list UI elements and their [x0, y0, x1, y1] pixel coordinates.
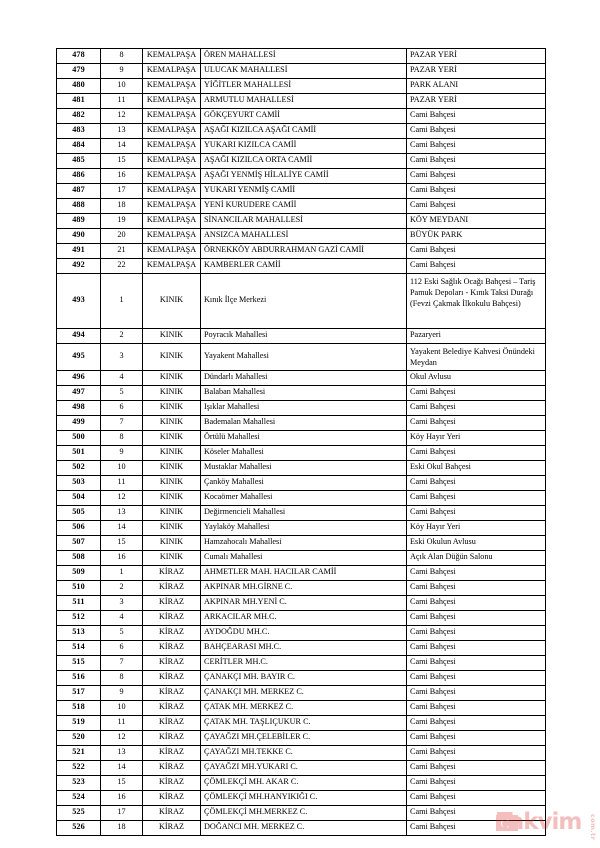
cell-location: Cami Bahçesi: [407, 730, 546, 745]
cell-sequence-number: 516: [57, 670, 101, 685]
table-row: [57, 78, 546, 93]
cell-district: KEMALPAŞA: [143, 63, 201, 78]
cell-district: KİRAZ: [143, 655, 201, 670]
cell-item-number: 3: [101, 343, 143, 370]
cell-place-name: Yayakent Mahallesi: [201, 343, 407, 370]
cell-district: KİRAZ: [143, 790, 201, 805]
table-row: [57, 790, 546, 805]
table-row: [57, 386, 546, 401]
cell-place-name: Kınık İlçe Merkezi: [201, 273, 407, 328]
table-row: [57, 183, 546, 198]
cell-district: KİRAZ: [143, 610, 201, 625]
cell-location: Cami Bahçesi: [407, 386, 546, 401]
cell-place-name: Cumalı Mahallesi: [201, 550, 407, 565]
table-row: [57, 625, 546, 640]
cell-item-number: 7: [101, 416, 143, 431]
cell-location: Cami Bahçesi: [407, 198, 546, 213]
cell-location: Yayakent Belediye Kahvesi Önündeki Meydan: [407, 343, 546, 370]
cell-place-name: Kocaömer Mahallesi: [201, 490, 407, 505]
cell-sequence-number: 500: [57, 431, 101, 446]
cell-item-number: 17: [101, 805, 143, 820]
cell-sequence-number: 520: [57, 730, 101, 745]
cell-place-name: ÇANAKÇI MH. BAYIR C.: [201, 670, 407, 685]
cell-district: KİRAZ: [143, 640, 201, 655]
cell-sequence-number: 484: [57, 138, 101, 153]
cell-district: KINIK: [143, 386, 201, 401]
cell-item-number: 2: [101, 580, 143, 595]
watermark-tld: com.tr: [589, 814, 597, 841]
table-row: [57, 228, 546, 243]
cell-district: KEMALPAŞA: [143, 168, 201, 183]
cell-location: Cami Bahçesi: [407, 685, 546, 700]
cell-district: KINIK: [143, 273, 201, 328]
table-row: [57, 371, 546, 386]
table-row: [57, 93, 546, 108]
cell-sequence-number: 515: [57, 655, 101, 670]
cell-location: PAZAR YERİ: [407, 49, 546, 64]
cell-location: Cami Bahçesi: [407, 745, 546, 760]
table-row: [57, 258, 546, 273]
cell-sequence-number: 514: [57, 640, 101, 655]
cell-item-number: 8: [101, 431, 143, 446]
table-row: [57, 198, 546, 213]
cell-location: Cami Bahçesi: [407, 505, 546, 520]
cell-location: Cami Bahçesi: [407, 715, 546, 730]
cell-item-number: 10: [101, 78, 143, 93]
cell-place-name: Poyracık Mahallesi: [201, 328, 407, 343]
cell-sequence-number: 494: [57, 328, 101, 343]
cell-item-number: 18: [101, 820, 143, 835]
cell-district: KEMALPAŞA: [143, 228, 201, 243]
table-row: [57, 431, 546, 446]
cell-place-name: AKPINAR MH.YENİ C.: [201, 595, 407, 610]
cell-district: KİRAZ: [143, 595, 201, 610]
cell-district: KINIK: [143, 416, 201, 431]
cell-place-name: Mustaklar Mahallesi: [201, 460, 407, 475]
table-row: [57, 273, 546, 328]
cell-district: KEMALPAŞA: [143, 108, 201, 123]
cell-sequence-number: 509: [57, 565, 101, 580]
cell-sequence-number: 503: [57, 475, 101, 490]
cell-item-number: 13: [101, 123, 143, 138]
table-row: [57, 550, 546, 565]
cell-sequence-number: 505: [57, 505, 101, 520]
cell-district: KEMALPAŞA: [143, 258, 201, 273]
table-row: [57, 505, 546, 520]
cell-location: Eski Okulun Avlusu: [407, 535, 546, 550]
cell-district: KINIK: [143, 328, 201, 343]
cell-sequence-number: 526: [57, 820, 101, 835]
cell-district: KINIK: [143, 431, 201, 446]
cell-place-name: Dündarlı Mahallesi: [201, 371, 407, 386]
cell-item-number: 1: [101, 273, 143, 328]
cell-sequence-number: 487: [57, 183, 101, 198]
cell-sequence-number: 498: [57, 401, 101, 416]
cell-item-number: 2: [101, 328, 143, 343]
cell-sequence-number: 522: [57, 760, 101, 775]
cell-sequence-number: 489: [57, 213, 101, 228]
table-row: [57, 520, 546, 535]
cell-item-number: 16: [101, 550, 143, 565]
cell-place-name: ANSIZCA MAHALLESİ: [201, 228, 407, 243]
cell-sequence-number: 493: [57, 273, 101, 328]
cell-place-name: ÖRNEKKÖY ABDURRAHMAN GAZİ CAMİİ: [201, 243, 407, 258]
cell-item-number: 14: [101, 138, 143, 153]
cell-location: Cami Bahçesi: [407, 565, 546, 580]
cell-sequence-number: 504: [57, 490, 101, 505]
cell-district: KEMALPAŞA: [143, 78, 201, 93]
cell-place-name: ARKACILAR MH.C.: [201, 610, 407, 625]
watermark-brand: Takvim: [497, 809, 582, 835]
cell-place-name: ÇATAK MH. TAŞLIÇUKUR C.: [201, 715, 407, 730]
cell-place-name: Bademalan Mahallesi: [201, 416, 407, 431]
cell-district: KINIK: [143, 445, 201, 460]
cell-sequence-number: 486: [57, 168, 101, 183]
cell-district: KEMALPAŞA: [143, 138, 201, 153]
table-row: [57, 640, 546, 655]
table-row: [57, 730, 546, 745]
table-row: [57, 243, 546, 258]
cell-place-name: GÖKÇEYURT CAMİİ: [201, 108, 407, 123]
cell-district: KINIK: [143, 505, 201, 520]
table-row: [57, 565, 546, 580]
cell-district: KEMALPAŞA: [143, 183, 201, 198]
cell-sequence-number: 501: [57, 445, 101, 460]
cell-sequence-number: 513: [57, 625, 101, 640]
table-row: [57, 138, 546, 153]
cell-district: KİRAZ: [143, 700, 201, 715]
cell-location: 112 Eski Sağlık Ocağı Bahçesi – Tariş Pamuk Depoları - Kınık Taksi Durağı (Fevzi Çakmak İlkokulu Bahçesi): [407, 273, 546, 328]
cell-location: Cami Bahçesi: [407, 475, 546, 490]
cell-place-name: AŞAĞI KIZILCA AŞAĞI CAMİİ: [201, 123, 407, 138]
cell-sequence-number: 481: [57, 93, 101, 108]
cell-sequence-number: 491: [57, 243, 101, 258]
cell-location: Pazaryeri: [407, 328, 546, 343]
cell-district: KEMALPAŞA: [143, 213, 201, 228]
table-row: [57, 445, 546, 460]
table-row: [57, 213, 546, 228]
table-row: [57, 328, 546, 343]
cell-item-number: 10: [101, 700, 143, 715]
cell-place-name: Balaban Mahallesi: [201, 386, 407, 401]
cell-district: KİRAZ: [143, 805, 201, 820]
cell-location: Cami Bahçesi: [407, 168, 546, 183]
cell-item-number: 6: [101, 401, 143, 416]
cell-sequence-number: 502: [57, 460, 101, 475]
cell-sequence-number: 521: [57, 745, 101, 760]
cell-place-name: Işıklar Mahallesi: [201, 401, 407, 416]
cell-place-name: ÇAYAĞZI MH.ÇELEBİLER C.: [201, 730, 407, 745]
cell-location: Cami Bahçesi: [407, 700, 546, 715]
cell-item-number: 18: [101, 198, 143, 213]
cell-sequence-number: 482: [57, 108, 101, 123]
cell-place-name: Yaylaköy Mahallesi: [201, 520, 407, 535]
cell-place-name: YİĞİTLER MAHALLESİ: [201, 78, 407, 93]
cell-location: Cami Bahçesi: [407, 625, 546, 640]
cell-location: PAZAR YERİ: [407, 63, 546, 78]
table-row: [57, 580, 546, 595]
cell-district: KİRAZ: [143, 745, 201, 760]
cell-location: Cami Bahçesi: [407, 108, 546, 123]
cell-sequence-number: 485: [57, 153, 101, 168]
cell-location: Cami Bahçesi: [407, 655, 546, 670]
cell-district: KİRAZ: [143, 625, 201, 640]
cell-item-number: 6: [101, 640, 143, 655]
cell-place-name: Çanköy Mahallesi: [201, 475, 407, 490]
cell-sequence-number: 496: [57, 371, 101, 386]
cell-location: Cami Bahçesi: [407, 610, 546, 625]
cell-item-number: 11: [101, 715, 143, 730]
cell-sequence-number: 495: [57, 343, 101, 370]
table-row: [57, 760, 546, 775]
cell-district: KINIK: [143, 490, 201, 505]
cell-location: Cami Bahçesi: [407, 805, 546, 820]
cell-item-number: 5: [101, 386, 143, 401]
cell-district: KINIK: [143, 475, 201, 490]
cell-place-name: AKPINAR MH.GİRNE C.: [201, 580, 407, 595]
cell-location: KÖY MEYDANI: [407, 213, 546, 228]
cell-item-number: 8: [101, 49, 143, 64]
cell-sequence-number: 523: [57, 775, 101, 790]
table-row: [57, 63, 546, 78]
cell-sequence-number: 490: [57, 228, 101, 243]
cell-item-number: 7: [101, 655, 143, 670]
table-row: [57, 168, 546, 183]
cell-place-name: Değirmencieli Mahallesi: [201, 505, 407, 520]
cell-item-number: 16: [101, 790, 143, 805]
cell-place-name: AYDOĞDU MH.C.: [201, 625, 407, 640]
table-row: [57, 49, 546, 64]
cell-sequence-number: 519: [57, 715, 101, 730]
cell-location: Eski Okul Bahçesi: [407, 460, 546, 475]
table-row: [57, 123, 546, 138]
cell-item-number: 13: [101, 745, 143, 760]
cell-place-name: BAHÇEARASI MH.C.: [201, 640, 407, 655]
cell-district: KİRAZ: [143, 730, 201, 745]
cell-item-number: 15: [101, 153, 143, 168]
cell-sequence-number: 488: [57, 198, 101, 213]
cell-place-name: DOĞANCI MH. MERKEZ C.: [201, 820, 407, 835]
table-row: [57, 805, 546, 820]
cell-item-number: 8: [101, 670, 143, 685]
cell-place-name: ARMUTLU MAHALLESİ: [201, 93, 407, 108]
cell-sequence-number: 497: [57, 386, 101, 401]
cell-place-name: Köseler Mahallesi: [201, 445, 407, 460]
cell-item-number: 3: [101, 595, 143, 610]
cell-place-name: YUKARI YENMİŞ CAMİİ: [201, 183, 407, 198]
cell-sequence-number: 525: [57, 805, 101, 820]
cell-district: KİRAZ: [143, 760, 201, 775]
cell-location: Cami Bahçesi: [407, 445, 546, 460]
cell-location: Cami Bahçesi: [407, 153, 546, 168]
cell-item-number: 17: [101, 183, 143, 198]
cell-location: Cami Bahçesi: [407, 640, 546, 655]
cell-location: Cami Bahçesi: [407, 138, 546, 153]
cell-district: KEMALPAŞA: [143, 153, 201, 168]
cell-place-name: ÇAYAĞZI MH.TEKKE C.: [201, 745, 407, 760]
table-row: [57, 655, 546, 670]
cell-item-number: 9: [101, 445, 143, 460]
cell-sequence-number: 510: [57, 580, 101, 595]
cell-item-number: 15: [101, 775, 143, 790]
cell-location: Cami Bahçesi: [407, 123, 546, 138]
cell-place-name: KAMBERLER CAMİİ: [201, 258, 407, 273]
table-row: [57, 535, 546, 550]
cell-place-name: ÇAYAĞZI MH.YUKARI C.: [201, 760, 407, 775]
table-row: [57, 490, 546, 505]
cell-place-name: Örtülü Mahallesi: [201, 431, 407, 446]
cell-place-name: ÇÖMLEKÇİ MH. AKAR C.: [201, 775, 407, 790]
cell-sequence-number: 511: [57, 595, 101, 610]
cell-location: Cami Bahçesi: [407, 820, 546, 835]
cell-place-name: ULUCAK MAHALLESİ: [201, 63, 407, 78]
cell-location: Cami Bahçesi: [407, 490, 546, 505]
table-row: [57, 401, 546, 416]
cell-item-number: 12: [101, 108, 143, 123]
cell-place-name: ÇANAKÇI MH. MERKEZ C.: [201, 685, 407, 700]
table-row: [57, 820, 546, 835]
cell-district: KİRAZ: [143, 565, 201, 580]
cell-item-number: 11: [101, 475, 143, 490]
cell-item-number: 14: [101, 520, 143, 535]
table-row: [57, 460, 546, 475]
cell-place-name: SİNANCILAR MAHALLESİ: [201, 213, 407, 228]
cell-district: KINIK: [143, 535, 201, 550]
table-row: [57, 610, 546, 625]
cell-place-name: CERİTLER MH.C.: [201, 655, 407, 670]
cell-place-name: ÇATAK MH. MERKEZ C.: [201, 700, 407, 715]
cell-sequence-number: 480: [57, 78, 101, 93]
cell-location: Cami Bahçesi: [407, 258, 546, 273]
cell-district: KINIK: [143, 371, 201, 386]
cell-district: KEMALPAŞA: [143, 198, 201, 213]
table-row: [57, 775, 546, 790]
table-row: [57, 108, 546, 123]
cell-place-name: YUKARI KIZILCA CAMİİ: [201, 138, 407, 153]
cell-item-number: 4: [101, 371, 143, 386]
cell-location: BÜYÜK PARK: [407, 228, 546, 243]
cell-sequence-number: 492: [57, 258, 101, 273]
cell-item-number: 1: [101, 565, 143, 580]
cell-sequence-number: 508: [57, 550, 101, 565]
cell-location: PARK ALANI: [407, 78, 546, 93]
cell-item-number: 5: [101, 625, 143, 640]
cell-district: KEMALPAŞA: [143, 243, 201, 258]
cell-location: Köy Hayır Yeri: [407, 520, 546, 535]
cell-location: Köy Hayır Yeri: [407, 431, 546, 446]
cell-place-name: ÇÖMLEKÇİ MH.HANYIKIĞI C.: [201, 790, 407, 805]
cell-item-number: 20: [101, 228, 143, 243]
cell-item-number: 15: [101, 535, 143, 550]
table-row: [57, 343, 546, 370]
cell-sequence-number: 524: [57, 790, 101, 805]
cell-district: KINIK: [143, 520, 201, 535]
cell-item-number: 12: [101, 490, 143, 505]
cell-item-number: 19: [101, 213, 143, 228]
cell-sequence-number: 518: [57, 700, 101, 715]
cell-sequence-number: 517: [57, 685, 101, 700]
cell-item-number: 9: [101, 63, 143, 78]
table-row: [57, 670, 546, 685]
table-row: [57, 685, 546, 700]
cell-district: KİRAZ: [143, 580, 201, 595]
assembly-locations-table: [56, 48, 546, 836]
cell-district: KİRAZ: [143, 670, 201, 685]
cell-item-number: 10: [101, 460, 143, 475]
cell-sequence-number: 512: [57, 610, 101, 625]
table-row: [57, 475, 546, 490]
cell-sequence-number: 483: [57, 123, 101, 138]
cell-item-number: 14: [101, 760, 143, 775]
cell-location: Cami Bahçesi: [407, 670, 546, 685]
cell-district: KEMALPAŞA: [143, 49, 201, 64]
cell-item-number: 9: [101, 685, 143, 700]
cell-item-number: 11: [101, 93, 143, 108]
cell-place-name: ÇÖMLEKÇİ MH.MERKEZ C.: [201, 805, 407, 820]
cell-district: KEMALPAŞA: [143, 93, 201, 108]
cell-place-name: YENİ KURUDERE CAMİİ: [201, 198, 407, 213]
cell-district: KİRAZ: [143, 715, 201, 730]
cell-location: Cami Bahçesi: [407, 760, 546, 775]
cell-sequence-number: 499: [57, 416, 101, 431]
cell-place-name: Hamzahocalı Mahallesi: [201, 535, 407, 550]
cell-place-name: AŞAĞI KIZILCA ORTA CAMİİ: [201, 153, 407, 168]
cell-district: KİRAZ: [143, 775, 201, 790]
table-row: [57, 745, 546, 760]
table-row: [57, 153, 546, 168]
cell-district: KINIK: [143, 550, 201, 565]
table-row: [57, 715, 546, 730]
cell-location: Cami Bahçesi: [407, 595, 546, 610]
cell-item-number: 4: [101, 610, 143, 625]
cell-district: KEMALPAŞA: [143, 123, 201, 138]
cell-location: Cami Bahçesi: [407, 580, 546, 595]
table-row: [57, 416, 546, 431]
cell-district: KINIK: [143, 343, 201, 370]
cell-location: Açık Alan Düğün Salonu: [407, 550, 546, 565]
cell-sequence-number: 507: [57, 535, 101, 550]
cell-location: Cami Bahçesi: [407, 401, 546, 416]
cell-item-number: 21: [101, 243, 143, 258]
cell-place-name: AHMETLER MAH. HACILAR CAMİİ: [201, 565, 407, 580]
cell-location: Cami Bahçesi: [407, 775, 546, 790]
cell-district: KİRAZ: [143, 685, 201, 700]
listing-table-container: [56, 48, 545, 836]
cell-location: Cami Bahçesi: [407, 416, 546, 431]
cell-item-number: 22: [101, 258, 143, 273]
cell-sequence-number: 479: [57, 63, 101, 78]
cell-sequence-number: 506: [57, 520, 101, 535]
cell-item-number: 16: [101, 168, 143, 183]
cell-district: KINIK: [143, 460, 201, 475]
table-body: [57, 49, 546, 836]
table-row: [57, 595, 546, 610]
cell-item-number: 13: [101, 505, 143, 520]
cell-district: KİRAZ: [143, 820, 201, 835]
cell-location: PAZAR YERİ: [407, 93, 546, 108]
cell-location: Cami Bahçesi: [407, 790, 546, 805]
table-row: [57, 700, 546, 715]
cell-item-number: 12: [101, 730, 143, 745]
cell-district: KINIK: [143, 401, 201, 416]
cell-sequence-number: 478: [57, 49, 101, 64]
cell-place-name: ÖREN MAHALLESİ: [201, 49, 407, 64]
cell-location: Okul Avlusu: [407, 371, 546, 386]
cell-location: Cami Bahçesi: [407, 243, 546, 258]
cell-place-name: AŞAĞI YENMİŞ HİLALİYE CAMİİ: [201, 168, 407, 183]
cell-location: Cami Bahçesi: [407, 183, 546, 198]
